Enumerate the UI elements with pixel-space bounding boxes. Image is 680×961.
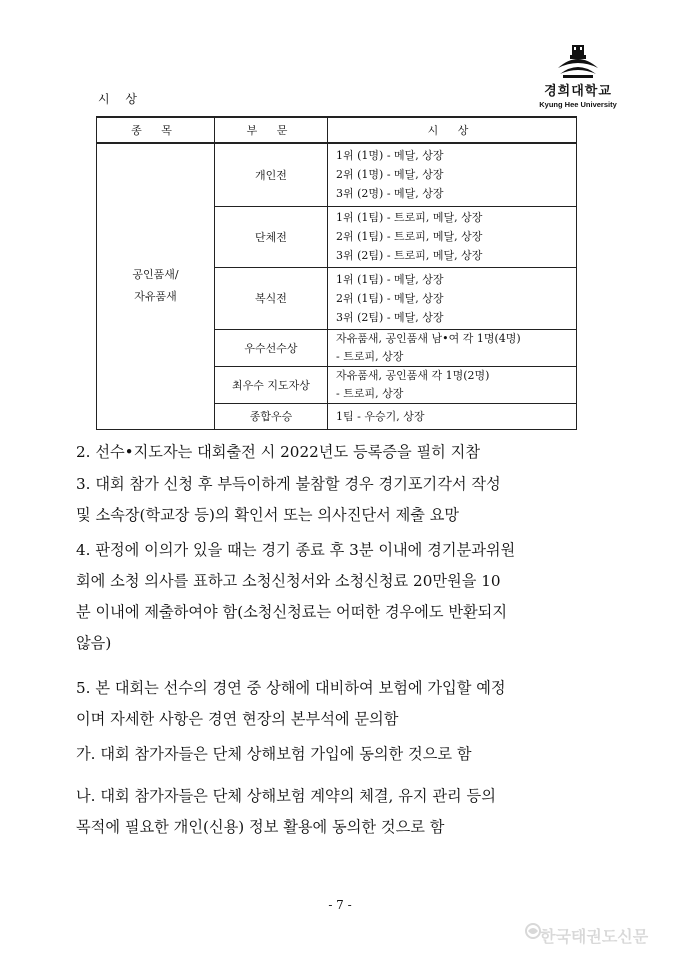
table-header-row bbox=[97, 117, 577, 143]
award-line: 자유품새, 공인품새 각 1명(2명) bbox=[336, 368, 490, 382]
paragraph-line: 4. 판정에 이의가 있을 때는 경기 종료 후 3분 이내에 경기분과위원 bbox=[76, 541, 516, 559]
category-cell: 종합우승 bbox=[215, 403, 328, 429]
paragraph-line: 목적에 필요한 개인(신용) 정보 활용에 동의한 것으로 함 bbox=[76, 818, 445, 836]
paragraph-line: 5. 본 대회는 선수의 경연 중 상해에 대비하여 보험에 가입할 예정 bbox=[76, 679, 506, 697]
university-logo bbox=[536, 42, 620, 109]
paragraph-line: 회에 소청 의사를 표하고 소청신청서와 소청신청료 20만원을 10 bbox=[76, 572, 501, 590]
category-cell: 개인전 bbox=[215, 143, 328, 206]
header-category: 부 문 bbox=[215, 117, 328, 143]
paragraph-subitem-na bbox=[76, 781, 616, 843]
award-line: - 트로피, 상장 bbox=[336, 349, 404, 363]
awards-cell bbox=[328, 403, 577, 429]
page-number: - 7 - bbox=[328, 898, 352, 912]
paragraph-line: 가. 대회 참가자들은 단체 상해보험 가입에 동의한 것으로 함 bbox=[76, 745, 472, 763]
award-line: 1팀 - 우승기, 상장 bbox=[336, 409, 425, 423]
paragraph-line: 않음) bbox=[76, 634, 112, 652]
paragraph-line: 3. 대회 참가 신청 후 부득이하게 불참할 경우 경기포기각서 작성 bbox=[76, 475, 501, 493]
award-line: 3위 (2팀) - 트로피, 메달, 상장 bbox=[336, 249, 483, 262]
category-cell: 복식전 bbox=[215, 267, 328, 329]
paragraph-line: 및 소속장(학교장 등)의 확인서 또는 의사진단서 제출 요망 bbox=[76, 506, 460, 524]
logo-name-english: Kyung Hee University bbox=[539, 100, 617, 109]
paragraph-item-2 bbox=[76, 437, 616, 468]
awards-cell bbox=[328, 206, 577, 267]
award-line: 3위 (2팀) - 메달, 상장 bbox=[336, 310, 444, 324]
university-emblem-icon bbox=[555, 42, 601, 82]
event-cell bbox=[97, 143, 215, 429]
award-line: 2위 (1팀) - 메달, 상장 bbox=[336, 291, 444, 305]
watermark-text: 한국태권도신문 bbox=[540, 927, 649, 946]
section-title: 시 상 bbox=[98, 92, 143, 106]
paragraph-line: 2. 선수•지도자는 대회출전 시 2022년도 등록증을 필히 지참 bbox=[76, 443, 480, 461]
header-event: 종 목 bbox=[97, 117, 215, 143]
paragraph-subitem-ga bbox=[76, 739, 616, 770]
award-line: 자유품새, 공인품새 남•여 각 1명(4명) bbox=[336, 331, 521, 345]
award-line: 1위 (1팀) - 트로피, 메달, 상장 bbox=[336, 211, 483, 224]
category-cell: 단체전 bbox=[215, 206, 328, 267]
awards-cell bbox=[328, 267, 577, 329]
event-label-line: 공인품새/ bbox=[132, 268, 179, 282]
logo-name-korean: 경희대학교 bbox=[544, 84, 612, 99]
award-line: - 트로피, 상장 bbox=[336, 386, 404, 400]
table-row bbox=[97, 143, 577, 206]
paragraph-line: 분 이내에 제출하여야 함(소청신청료는 어떠한 경우에도 반환되지 bbox=[76, 603, 508, 621]
header-awards: 시 상 bbox=[328, 117, 577, 143]
awards-cell bbox=[328, 143, 577, 206]
event-label-line: 자유품새 bbox=[134, 290, 177, 304]
award-line: 1위 (1팀) - 메달, 상장 bbox=[336, 272, 444, 286]
category-cell: 최우수 지도자상 bbox=[215, 366, 328, 403]
paragraph-line: 이며 자세한 사항은 경연 현장의 본부석에 문의함 bbox=[76, 710, 399, 728]
award-line: 2위 (1팀) - 트로피, 메달, 상장 bbox=[336, 230, 483, 243]
award-line: 3위 (2명) - 메달, 상장 bbox=[336, 187, 444, 201]
paragraph-line: 나. 대회 참가자들은 단체 상해보험 계약의 체결, 유지 관리 등의 bbox=[76, 787, 496, 805]
awards-cell bbox=[328, 366, 577, 403]
paragraph-item-3 bbox=[76, 469, 616, 531]
paragraph-item-5 bbox=[76, 673, 616, 735]
paragraph-item-4 bbox=[76, 535, 616, 659]
awards-cell bbox=[328, 329, 577, 366]
award-line: 1위 (1명) - 메달, 상장 bbox=[336, 149, 444, 163]
award-line: 2위 (1명) - 메달, 상장 bbox=[336, 168, 444, 182]
category-cell: 우수선수상 bbox=[215, 329, 328, 366]
awards-table bbox=[96, 116, 577, 430]
